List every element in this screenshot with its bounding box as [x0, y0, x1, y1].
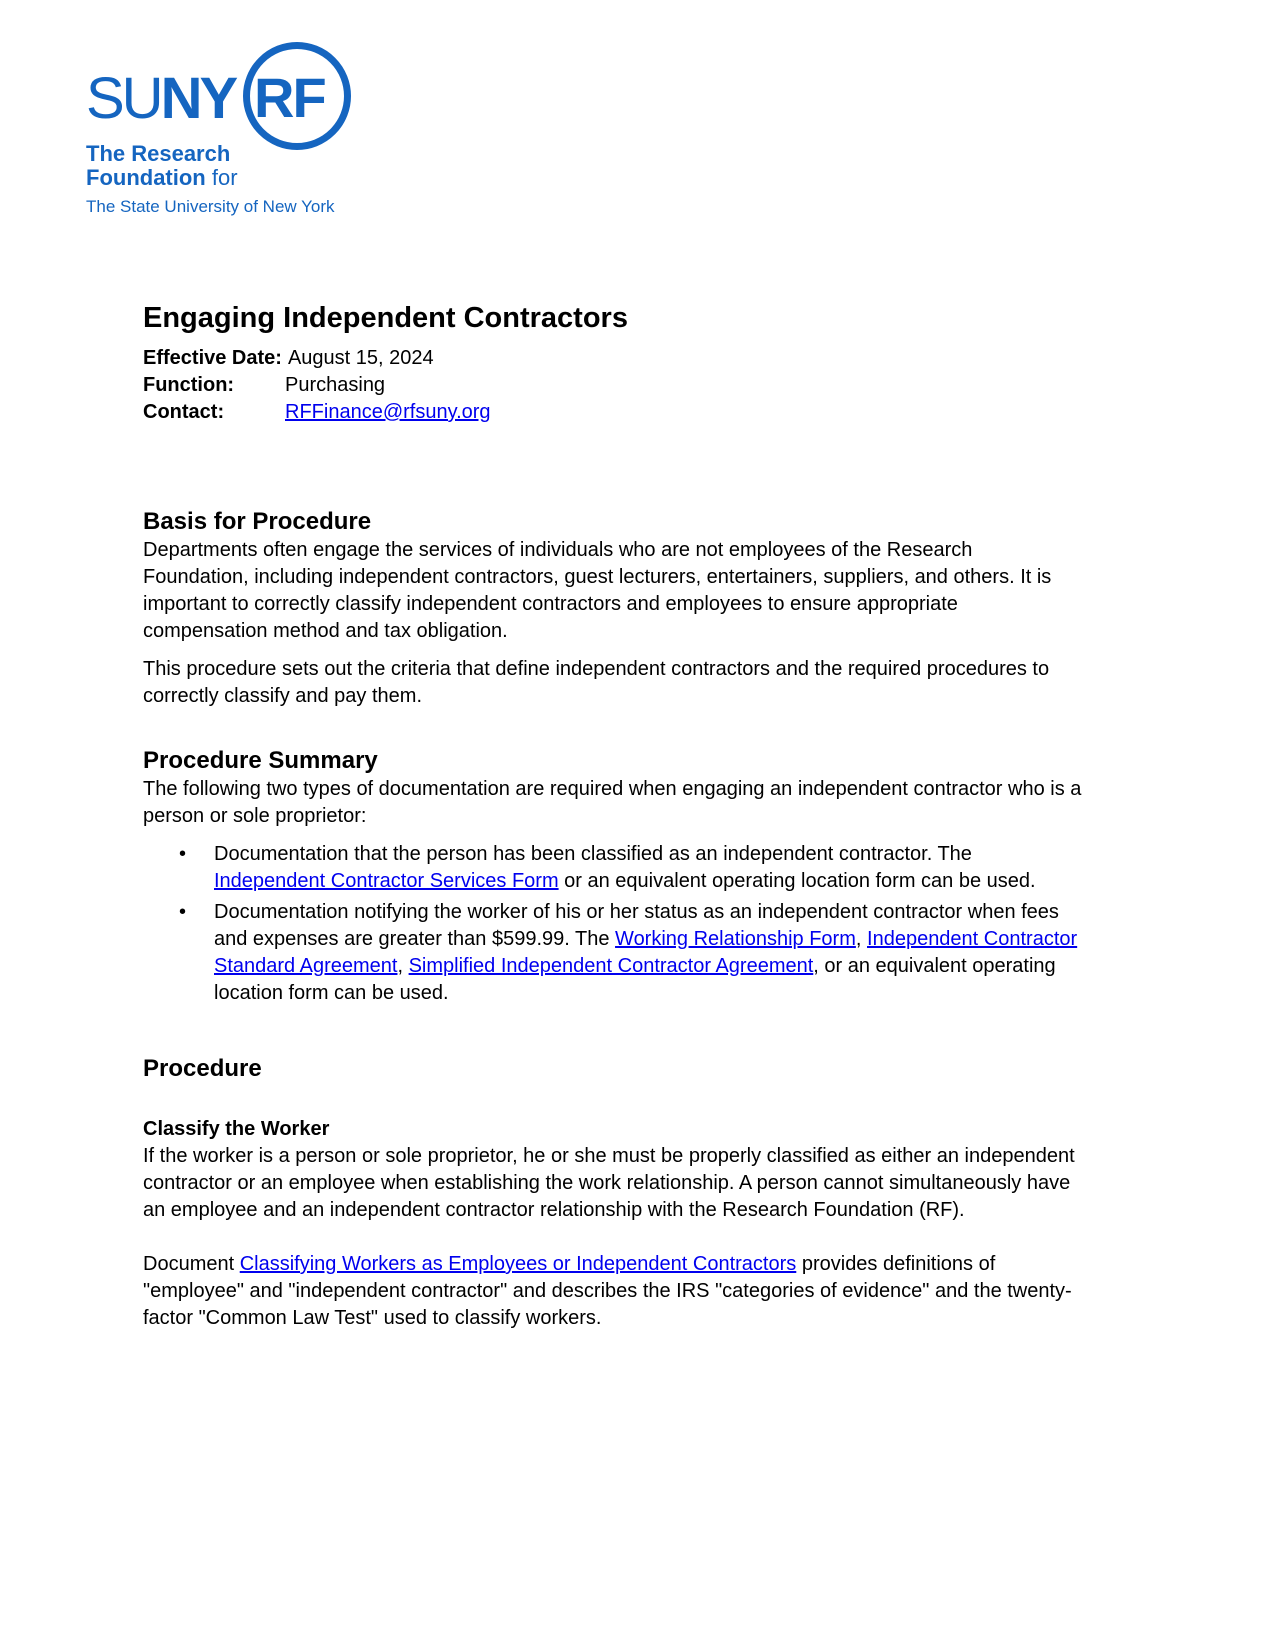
logo-text-for: for: [205, 165, 238, 190]
item1-text-before: Documentation that the person has been classified as an independent contractor. The: [214, 843, 972, 865]
meta-effective-label: Effective Date:: [143, 347, 282, 369]
meta-function-label: Function:: [143, 374, 235, 396]
meta-effective-date: [143, 345, 1083, 372]
item1-text-after: or an equivalent operating location form can be used.: [558, 870, 1036, 892]
meta-function-value: Purchasing: [285, 374, 386, 396]
page-title: Engaging Independent Contractors: [143, 302, 628, 334]
summary-list: [143, 841, 1083, 1007]
classifying-workers-link[interactable]: Classifying Workers as Employees or Independent Contractors: [239, 1253, 797, 1275]
logo-text-line3: The State University of New York: [86, 197, 335, 216]
independent-contractor-services-form-link[interactable]: Independent Contractor Services Form: [214, 870, 559, 892]
classify-paragraph: If the worker is a person or sole proprietor, he or she must be properly classified as either an independent contractor or an employee when establishing the work relationship. A person cannot simultaneously have an employee and an independent contractor relationship with the Research Foundation (RF).: [143, 1145, 1075, 1221]
summary-heading: Procedure Summary: [143, 747, 378, 774]
simplified-independent-contractor-agreement-link[interactable]: Simplified Independent Contractor Agreement: [408, 955, 814, 977]
summary-intro: The following two types of documentation are required when engaging an independent contractor who is a person or sole proprietor:: [143, 778, 1082, 827]
bullet-icon: •: [179, 843, 187, 865]
meta-contact-label: Contact:: [143, 401, 225, 423]
logo-suny-thin: SU: [86, 66, 161, 131]
basis-paragraph-2: This procedure sets out the criteria that define independent contractors and the required procedures to correctly classify and pay them.: [143, 658, 1050, 707]
logo-rf-letters: RF: [254, 66, 325, 129]
item2-text-before: Documentation notifying the worker of his or her status as an independent contractor when fees and expenses are greater than $599.99. The: [214, 901, 1059, 950]
meta-effective-value: August 15, 2024: [287, 347, 434, 369]
meta-function: [143, 372, 1083, 399]
doc-para-text-before: Document: [143, 1253, 240, 1275]
logo-text-line1: The Research: [86, 141, 231, 166]
basis-heading: Basis for Procedure: [143, 508, 372, 535]
classifying-document-paragraph: [143, 1251, 1083, 1332]
logo-text-line2: [86, 165, 238, 191]
bullet-icon: •: [179, 901, 187, 923]
document-body: [143, 300, 1083, 1332]
doc-para-text-after: provides definitions of "employee" and "independent contractor" and describes the IRS "categories of evidence" and the twenty-factor "Common Law Test" used to classify workers.: [143, 1253, 1072, 1329]
item2-text-after: , or an equivalent operating location form can be used.: [214, 955, 1056, 1004]
item2-separator-1: ,: [855, 928, 868, 950]
logo-suny-wordmark: [86, 66, 236, 131]
logo-text-foundation: Foundation: [86, 165, 206, 190]
summary-list-item-2: [179, 899, 1083, 1007]
contact-email-link[interactable]: RFFinance@rfsuny.org: [285, 401, 491, 423]
procedure-heading: Procedure: [143, 1055, 262, 1082]
logo-suny-bold: NY: [160, 66, 236, 131]
meta-contact: [143, 399, 1083, 426]
summary-list-item-1: [179, 841, 1083, 895]
classify-worker-heading: Classify the Worker: [143, 1118, 330, 1140]
item2-separator-2: ,: [397, 955, 409, 977]
working-relationship-form-link[interactable]: Working Relationship Form: [615, 928, 856, 950]
independent-contractor-standard-agreement-link[interactable]: Independent Contractor Standard Agreement: [214, 928, 1078, 977]
basis-paragraph-1: Departments often engage the services of individuals who are not employees of the Research Foundation, including independent contractors, guest lecturers, entertainers, suppliers, and others. It is important to correctly classify independent contractors and employees to ensure appropriate compensation method and tax obligation.: [143, 539, 1052, 642]
suny-rf-logo: [86, 42, 376, 228]
